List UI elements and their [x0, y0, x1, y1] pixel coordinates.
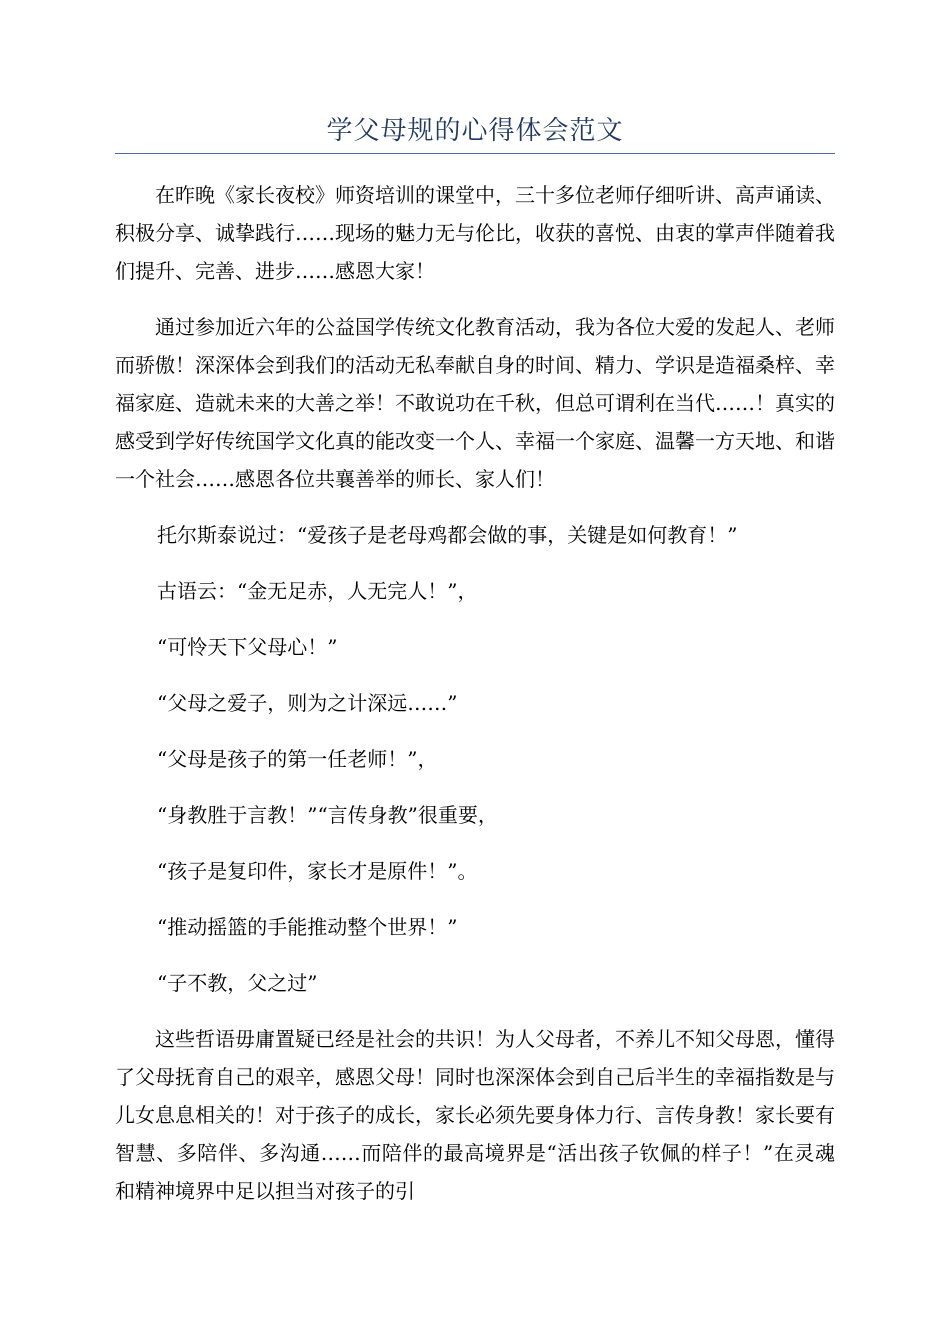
quote-line-6: “身教胜于言教！”“言传身教”很重要， — [157, 803, 498, 827]
quote-tolstoy: 托尔斯泰说过：“爱孩子是老母鸡都会做的事，关键是如何教育！” — [157, 523, 738, 547]
paragraph-1: 在昨晚《家长夜校》师资培训的课堂中，三十多位老师仔细听讲、高声诵读、积极分享、诚挚践行……现场的魅力无与伦比，收获的喜悦、由衷的掌声伴随着我们提升、完善、进步……感恩大家！ — [115, 183, 835, 283]
quote-line-7: “孩子是复印件，家长才是原件！”。 — [157, 859, 478, 883]
quote-line-9: “子不教，父之过” — [157, 971, 318, 995]
document-body — [115, 176, 835, 1228]
document-title: 学父母规的心得体会范文 — [326, 116, 624, 146]
paragraph-closing: 这些哲语毋庸置疑已经是社会的共识！为人父母者，不养儿不知父母恩，懂得了父母抚育自己的艰辛，感恩父母！同时也深深体会到自己后半生的幸福指数是与儿女息息相关的！对于孩子的成长，家长必须先要身体力行、言传身教！家长要有智慧、多陪伴、多沟通……而陪伴的最高境界是“活出孩子钦佩的样子！”在灵魂和精神境界中足以担当对孩子的引 — [115, 1027, 835, 1203]
quote-line-5: “父母是孩子的第一任老师！”， — [157, 747, 438, 771]
quote-line-8: “推动摇篮的手能推动整个世界！” — [157, 915, 458, 939]
paragraph-2: 通过参加近六年的公益国学传统文化教育活动，我为各位大爱的发起人、老师而骄傲！深深体会到我们的活动无私奉献自身的时间、精力、学识是造福桑梓、幸福家庭、造就未来的大善之举！不敢说功在千秋，但总可谓利在当代……！真实的感受到学好传统国学文化真的能改变一个人、幸福一个家庭、温馨一方天地、和谐一个社会……感恩各位共襄善举的师长、家人们！ — [115, 315, 835, 491]
quote-ancient-saying: 古语云：“金无足赤，人无完人！”， — [157, 579, 478, 603]
quote-line-4: “父母之爱子，则为之计深远……” — [157, 691, 458, 715]
title-underline — [115, 153, 835, 154]
quote-line-3: “可怜天下父母心！” — [157, 635, 338, 659]
